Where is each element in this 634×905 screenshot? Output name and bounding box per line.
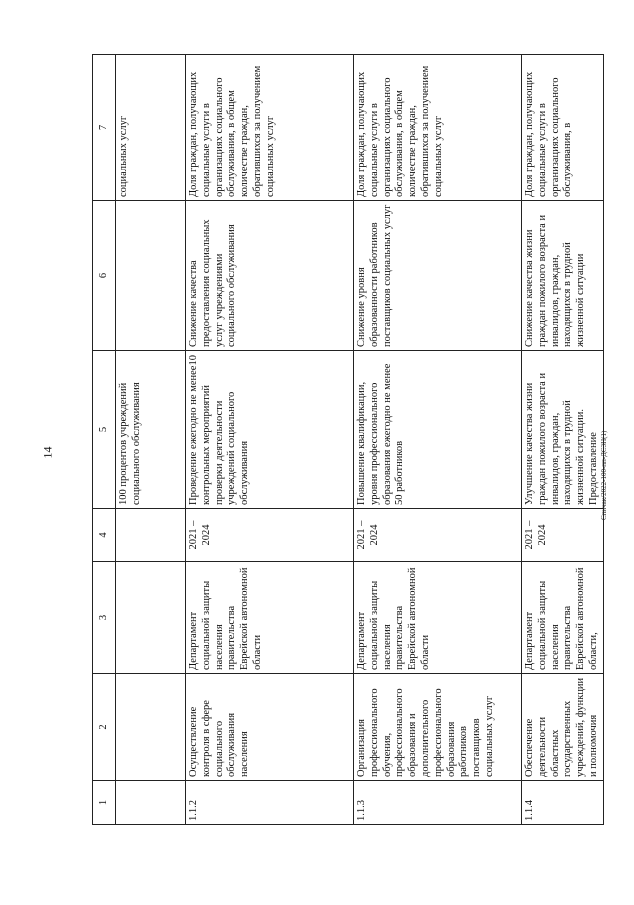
period-cell: 2021 – 2024: [522, 509, 604, 562]
action-cell: Осуществление контроля в сфере социального обслуживания населения: [186, 674, 354, 781]
row-number: 1.1.3: [354, 781, 522, 825]
result-cell: 100 процентов учреждений социального обслуживания: [116, 351, 186, 509]
col-header-1: 1: [93, 781, 116, 825]
executor-cell: Департамент социальной защиты населения правительства Еврейской автономной области,: [522, 562, 604, 674]
result-cell: Повышение квалификации, уровня профессионального образования ежегодно не менее 50 работников: [354, 351, 522, 509]
indicator-cell: Доля граждан, получающих социальные услуги в организациях социального обслуживания, в общем количестве граждан, обратившихся за получением социальных услуг: [354, 55, 522, 201]
table-row: [354, 55, 522, 825]
program-measures-table: [92, 54, 604, 825]
col-header-4: 4: [93, 509, 116, 562]
row-number: [116, 781, 186, 825]
col-header-2: 2: [93, 674, 116, 781]
consequence-cell: [116, 201, 186, 351]
table-header-row: [93, 55, 116, 825]
action-cell: [116, 674, 186, 781]
consequence-cell: Снижение уровня образованности работников поставщиков социальных услуг: [354, 201, 522, 351]
table-row: [116, 55, 186, 825]
consequence-cell: Снижение качества жизни граждан пожилого возраста и инвалидов, граждан, находящихся в трудной жизненной ситуации: [522, 201, 604, 351]
executor-cell: Департамент социальной защиты населения правительства Еврейской автономной области: [186, 562, 354, 674]
row-number: 1.1.4: [522, 781, 604, 825]
executor-cell: [116, 562, 186, 674]
executor-cell: Департамент социальной защиты населения правительства Еврейской автономной области: [354, 562, 522, 674]
indicator-cell: Доля граждан, получающих социальные услуги в организациях социального обслуживания, в: [522, 55, 604, 201]
action-cell: Обеспечение деятельности областных государственных учреждений, функции и полномочия: [522, 674, 604, 781]
col-header-7: 7: [93, 55, 116, 201]
rotated-table-container: [92, 55, 604, 825]
period-cell: [116, 509, 186, 562]
consequence-cell: Снижение качества предоставления социальных услуг учреждениями социального обслуживания: [186, 201, 354, 351]
col-header-6: 6: [93, 201, 116, 351]
row-number: 1.1.2: [186, 781, 354, 825]
result-cell: Улучшение качества жизни граждан пожилого возраста и инвалидов, граждан, находящихся в трудной жизненной ситуации. Предоставление: [522, 351, 604, 509]
col-header-5: 5: [93, 351, 116, 509]
period-cell: 2021 – 2024: [186, 509, 354, 562]
result-cell: Проведение ежегодно не менее10 контрольных мероприятий проверки деятельности учреждений социального обслуживания: [186, 351, 354, 509]
indicator-cell: социальных услуг: [116, 55, 186, 201]
period-cell: 2021 – 2024: [354, 509, 522, 562]
page-number: 14: [40, 446, 55, 459]
document-footer-code: Спичак/2022-100-пп-ДСЗН(1): [600, 430, 608, 520]
indicator-cell: Доля граждан, получающих социальные услуги в организациях социального обслуживания, в общем количестве граждан, обратившихся за получением социальных услуг: [186, 55, 354, 201]
table-row: [186, 55, 354, 825]
col-header-3: 3: [93, 562, 116, 674]
table-row: [522, 55, 604, 825]
action-cell: Организация профессионального обучения, профессионального образования и дополнительного профессионального образования работников поставщиков социальных услуг: [354, 674, 522, 781]
